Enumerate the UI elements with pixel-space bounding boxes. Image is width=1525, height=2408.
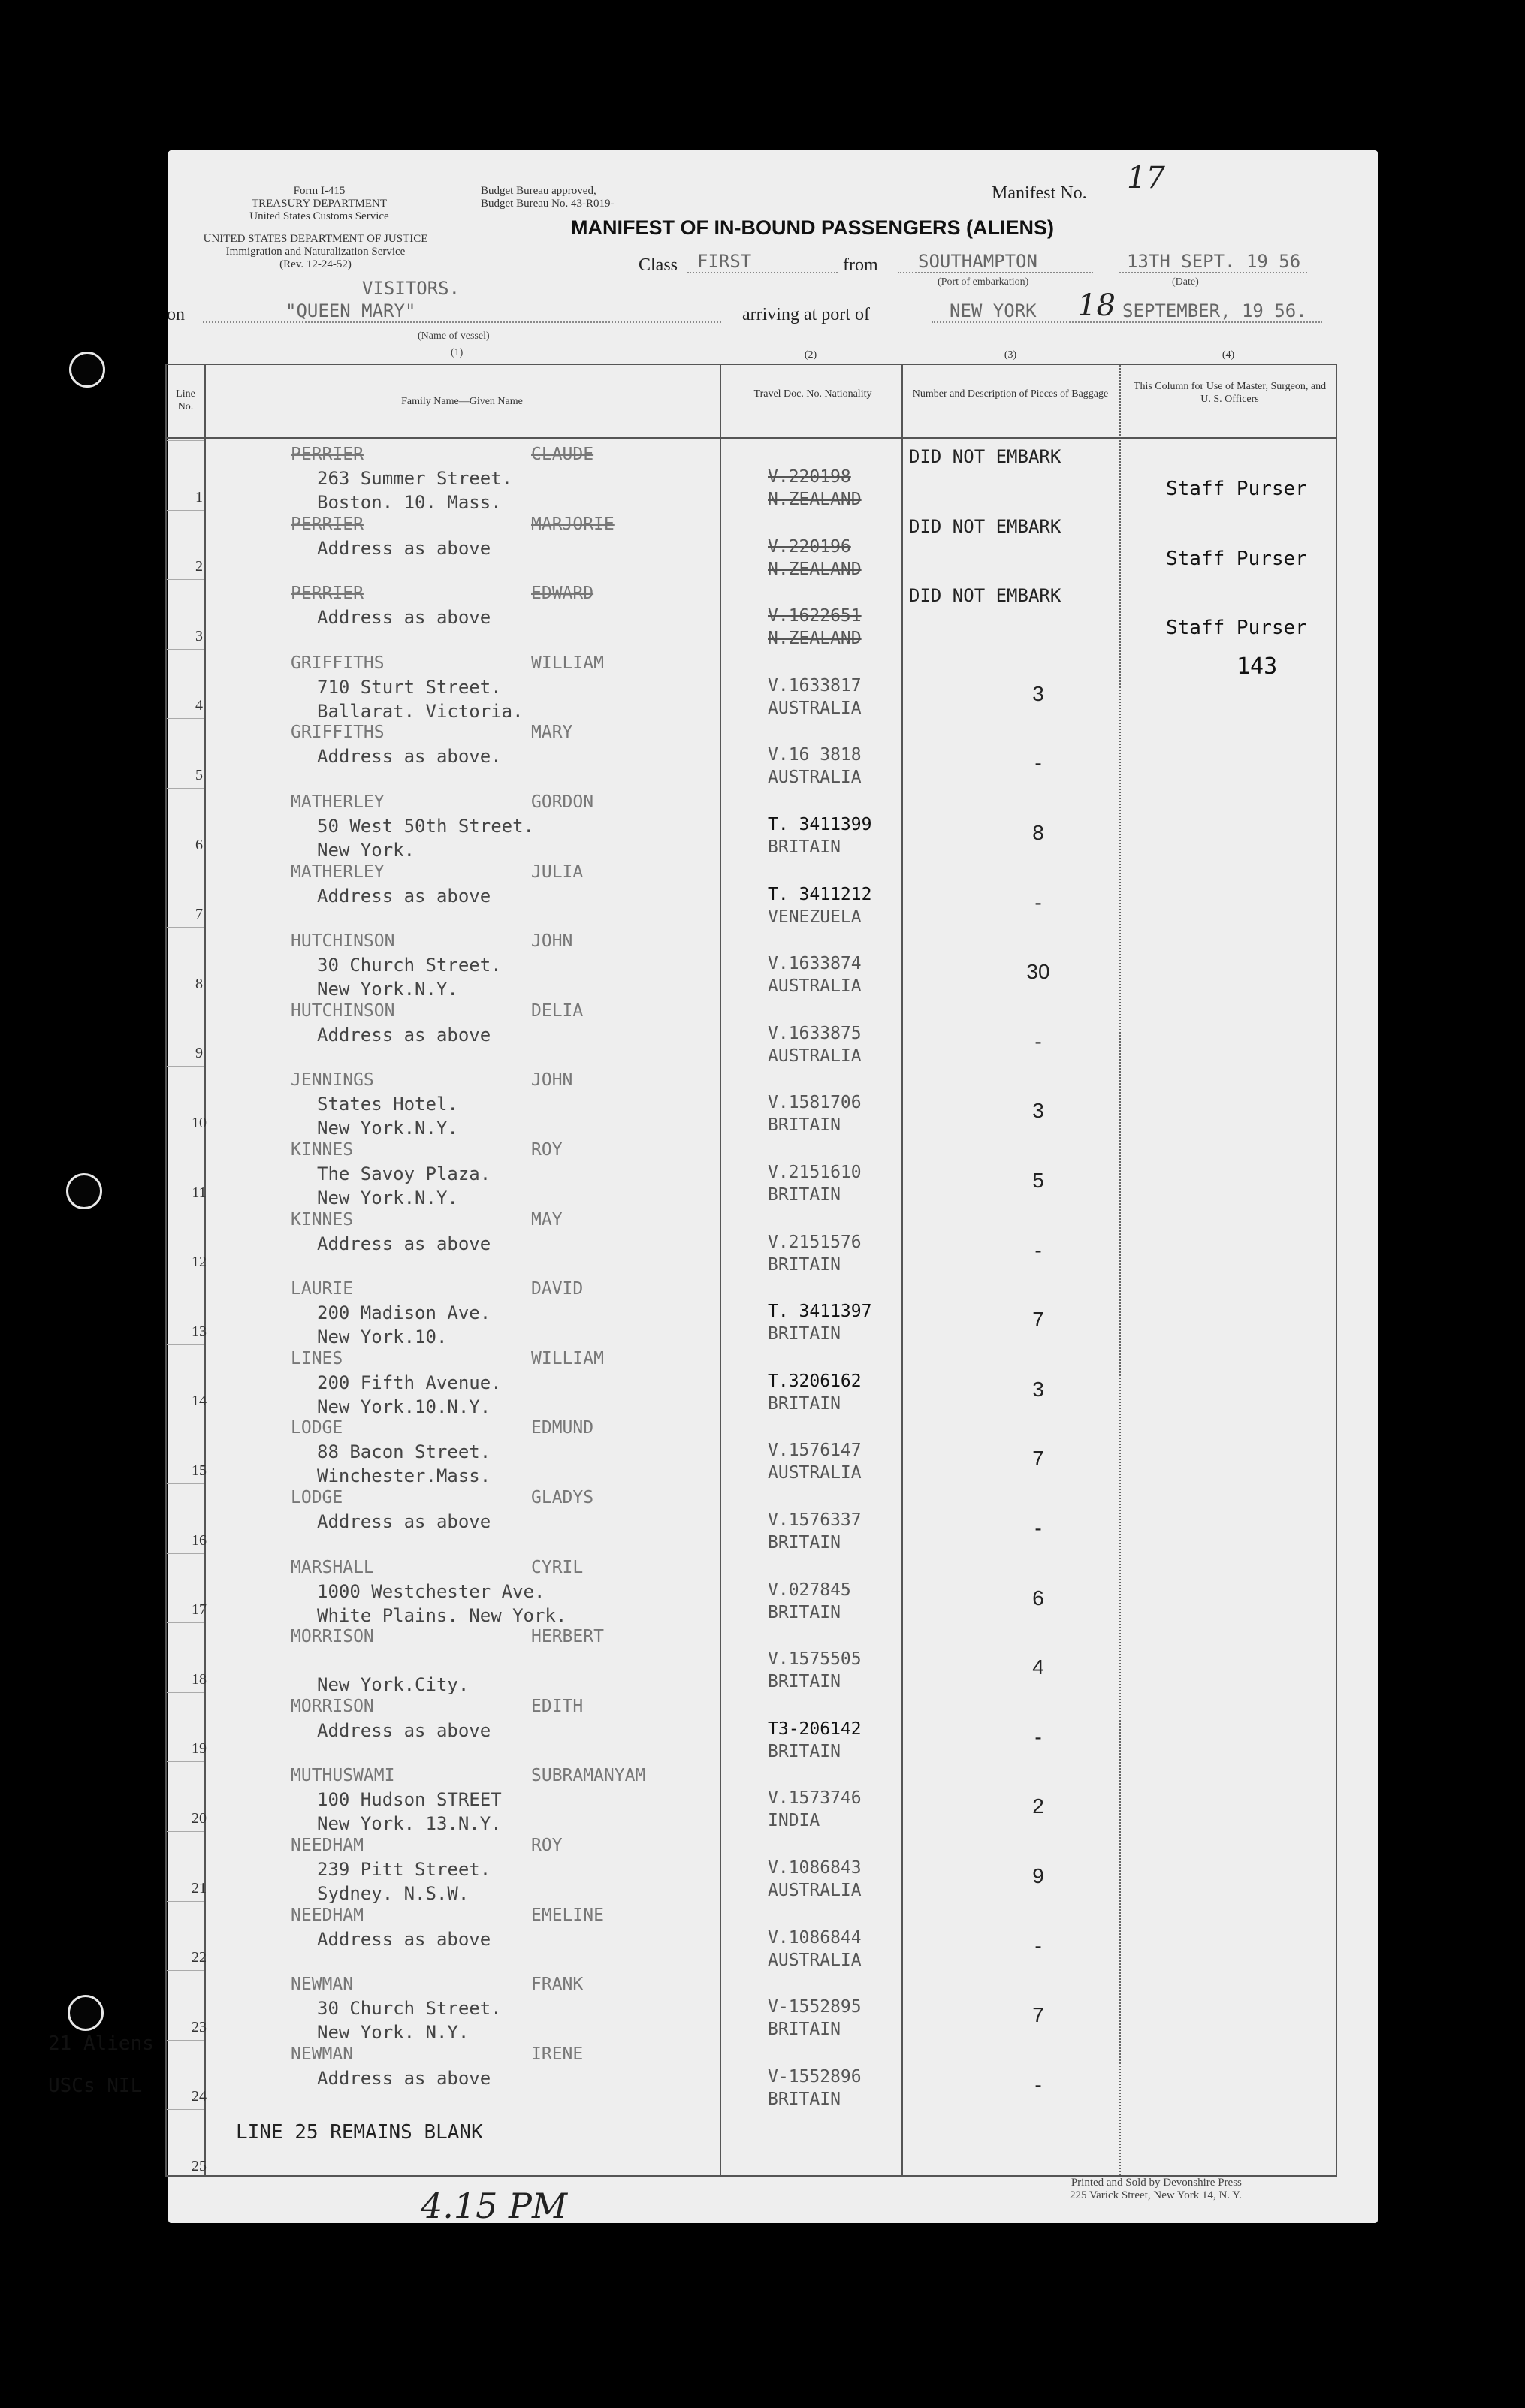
- passenger-address: States Hotel.: [317, 1094, 458, 1115]
- table-row: [167, 1761, 1336, 1835]
- header-officers: This Column for Use of Master, Surgeon, and U. S. Officers: [1133, 381, 1327, 405]
- nationality: BRITAIN: [768, 1185, 841, 1205]
- passenger-address: New York.City.: [317, 1674, 470, 1696]
- passenger-family-name: NEWMAN: [291, 2044, 354, 2064]
- travel-doc-number: V.1086843: [768, 1858, 862, 1878]
- officer-note: Staff Purser: [1166, 547, 1307, 570]
- passenger-address: 100 Hudson STREET: [317, 1789, 502, 1811]
- nationality: BRITAIN: [768, 1602, 841, 1622]
- nationality: BRITAIN: [768, 1393, 841, 1414]
- passenger-given-name: IRENE: [531, 2044, 584, 2064]
- baggage-count: -: [1034, 2072, 1042, 2096]
- nationality: VENEZUELA: [768, 907, 862, 927]
- passenger-given-name: MARY: [531, 723, 573, 743]
- nationality: N.ZEALAND: [768, 490, 862, 509]
- passenger-given-name: CLAUDE: [531, 445, 594, 464]
- passenger-family-name: LINES: [291, 1348, 343, 1368]
- row-rule: [167, 1066, 204, 1067]
- line-number: 24: [192, 2088, 207, 2105]
- passenger-address: Address as above: [317, 885, 491, 907]
- passenger-address: New York.: [317, 840, 415, 861]
- department-title: UNITED STATES DEPARTMENT OF JUSTICE: [203, 233, 428, 245]
- line-number: 15: [192, 1462, 207, 1479]
- table-row: [167, 1970, 1336, 2044]
- nationality: AUSTRALIA: [768, 698, 862, 718]
- baggage-count: 3: [1032, 681, 1044, 705]
- passenger-address: 30 Church Street.: [317, 955, 502, 976]
- line-number: 18: [192, 1670, 207, 1688]
- row-rule: [167, 1831, 204, 1832]
- travel-doc-number: T.3206162: [768, 1371, 862, 1391]
- passenger-address: Winchester.Mass.: [317, 1465, 491, 1487]
- header-line-no: Line No.: [176, 388, 195, 412]
- nationality: AUSTRALIA: [768, 1046, 862, 1066]
- revision-date: (Rev. 12-24-52): [279, 258, 352, 270]
- travel-doc-number: T. 3411399: [768, 815, 872, 834]
- passenger-address: Sydney. N.S.W.: [317, 1883, 470, 1904]
- nationality: N.ZEALAND: [768, 559, 862, 579]
- passenger-given-name: JULIA: [531, 862, 584, 882]
- row-rule: [167, 1344, 204, 1345]
- travel-doc-number: V.1086844: [768, 1927, 862, 1948]
- from-dotline: [898, 272, 1093, 273]
- passenger-family-name: LODGE: [291, 1488, 343, 1507]
- class-dotline: [687, 272, 838, 273]
- passenger-address: Address as above: [317, 1233, 491, 1254]
- nationality: AUSTRALIA: [768, 1881, 862, 1900]
- row-rule: [167, 927, 204, 928]
- passenger-family-name: KINNES: [291, 1140, 354, 1160]
- header-name: Family Name—Given Name: [401, 396, 523, 407]
- baggage-count: -: [1034, 1725, 1042, 1749]
- passenger-given-name: WILLIAM: [531, 653, 604, 673]
- uscs-count: USCs NIL: [48, 2075, 143, 2097]
- passenger-family-name: LAURIE: [291, 1279, 354, 1299]
- embarkation-date: 13TH SEPT. 19 56: [1127, 251, 1301, 272]
- line-number: 12: [192, 1254, 207, 1271]
- passenger-address: New York.N.Y.: [317, 1187, 458, 1209]
- row-rule: [167, 2109, 204, 2110]
- arrival-dotline: [932, 321, 1322, 323]
- travel-doc-number: V.2151610: [768, 1163, 862, 1182]
- form-number: Form I-415: [293, 185, 346, 197]
- passenger-family-name: LODGE: [291, 1418, 343, 1438]
- table-row: [167, 1136, 1336, 1209]
- line-25-note: LINE 25 REMAINS BLANK: [236, 2121, 483, 2144]
- passenger-family-name: JENNINGS: [291, 1070, 374, 1091]
- baggage-count: 9: [1032, 1864, 1044, 1887]
- passenger-address: Address as above: [317, 1719, 491, 1741]
- baggage-count: 7: [1032, 2003, 1044, 2027]
- printer-name: Printed and Sold by Devonshire Press: [1071, 2177, 1242, 2189]
- passenger-given-name: JOHN: [531, 1070, 573, 1091]
- passenger-address: Address as above.: [317, 746, 502, 768]
- table-row: [167, 1692, 1336, 1762]
- passenger-address: 200 Madison Ave.: [317, 1302, 491, 1324]
- line-number: 19: [192, 1740, 207, 1758]
- table-row: [167, 1831, 1336, 1904]
- passenger-address: New York. N.Y.: [317, 2022, 470, 2044]
- nationality: BRITAIN: [768, 1533, 841, 1553]
- passenger-address: Address as above: [317, 1928, 491, 1950]
- nationality: N.ZEALAND: [768, 629, 862, 649]
- travel-doc-number: V-1552895: [768, 1997, 862, 2017]
- passenger-table: [165, 349, 1337, 2177]
- table-row: [167, 1622, 1336, 1696]
- baggage-count: 4: [1032, 1655, 1044, 1679]
- line-number: 25: [192, 2157, 207, 2174]
- passenger-family-name: HUTCHINSON: [291, 1000, 395, 1021]
- line-number: 1: [195, 488, 203, 505]
- baggage-count: 3: [1032, 1377, 1044, 1401]
- nationality: BRITAIN: [768, 837, 841, 857]
- passenger-given-name: DELIA: [531, 1000, 584, 1021]
- passenger-given-name: CYRIL: [531, 1557, 584, 1577]
- baggage-count: 2: [1032, 1794, 1044, 1818]
- passenger-given-name: EDMUND: [531, 1418, 594, 1438]
- line-number: 21: [192, 1879, 207, 1897]
- row-rule: [167, 510, 204, 511]
- table-row: [167, 1206, 1336, 1275]
- row-rule: [167, 1483, 204, 1484]
- baggage-count: 5: [1032, 1169, 1044, 1192]
- row-rule: [167, 440, 204, 441]
- class-value: FIRST: [697, 251, 752, 272]
- row-rule: [167, 649, 204, 650]
- passenger-given-name: GLADYS: [531, 1488, 594, 1507]
- travel-doc-number: T. 3411397: [768, 1302, 872, 1322]
- vessel-name: "QUEEN MARY": [285, 300, 416, 321]
- arriving-label: arriving at port of: [742, 305, 870, 324]
- table-row: [167, 788, 1336, 861]
- travel-doc-number: V.1633874: [768, 954, 862, 974]
- treasury-dept: TREASURY DEPARTMENT: [251, 198, 388, 210]
- passenger-given-name: GORDON: [531, 792, 594, 812]
- ins-title: Immigration and Naturalization Service: [225, 246, 406, 258]
- passenger-address: New York. 13.N.Y.: [317, 1813, 502, 1835]
- row-rule: [167, 1692, 204, 1693]
- line-number: 8: [195, 975, 203, 992]
- line-number: 20: [192, 1809, 207, 1827]
- customs-service: United States Customs Service: [249, 210, 389, 222]
- table-row: [167, 649, 1336, 722]
- passenger-family-name: PERRIER: [291, 445, 364, 464]
- punch-hole: [66, 1173, 102, 1209]
- travel-doc-number: V.1575505: [768, 1649, 862, 1670]
- baggage-count: 7: [1032, 1308, 1044, 1332]
- passenger-family-name: NEWMAN: [291, 1975, 354, 1995]
- row-rule: [167, 1622, 204, 1623]
- table-row: [167, 1066, 1336, 1139]
- table-row: [167, 510, 1336, 580]
- baggage-count: 3: [1032, 1099, 1044, 1123]
- baggage-count: 30: [1026, 960, 1050, 984]
- staff-count: 143: [1237, 653, 1278, 680]
- passenger-given-name: JOHN: [531, 931, 573, 952]
- passenger-address: New York.10.N.Y.: [317, 1396, 491, 1417]
- passenger-given-name: MAY: [531, 1209, 563, 1230]
- nationality: AUSTRALIA: [768, 1950, 862, 1970]
- table-row: [167, 858, 1336, 928]
- passenger-address: Address as above: [317, 1511, 491, 1532]
- passenger-family-name: MUTHUSWAMI: [291, 1766, 395, 1786]
- line-number: 10: [192, 1114, 207, 1131]
- passenger-given-name: EMELINE: [531, 1905, 604, 1925]
- passenger-address: Address as above: [317, 607, 491, 629]
- vessel-caption: (Name of vessel): [418, 330, 490, 342]
- approval-line: Budget Bureau approved,: [481, 185, 596, 197]
- header-doc: Travel Doc. No. Nationality: [753, 388, 872, 400]
- passenger-family-name: MARSHALL: [291, 1557, 374, 1577]
- group-label: VISITORS.: [362, 278, 461, 299]
- passenger-address: New York.N.Y.: [317, 1118, 458, 1139]
- baggage-count: 7: [1032, 1447, 1044, 1471]
- punch-hole: [68, 1995, 104, 2031]
- passenger-address: 200 Fifth Avenue.: [317, 1371, 502, 1393]
- travel-doc-number: V.1581706: [768, 1093, 862, 1113]
- passenger-family-name: MORRISON: [291, 1696, 374, 1716]
- passenger-address: 50 West 50th Street.: [317, 816, 534, 837]
- department-block: [158, 233, 473, 271]
- on-label: on: [167, 305, 185, 324]
- passenger-given-name: HERBERT: [531, 1627, 604, 1647]
- baggage-count: -: [1034, 1516, 1042, 1540]
- manifest-title: MANIFEST OF IN-BOUND PASSENGERS (ALIENS): [571, 216, 1055, 239]
- passenger-given-name: MARJORIE: [531, 514, 615, 534]
- line-number: 3: [195, 627, 203, 644]
- passenger-address: New York.N.Y.: [317, 979, 458, 1000]
- travel-doc-number: T. 3411212: [768, 884, 872, 904]
- passenger-family-name: MATHERLEY: [291, 862, 385, 882]
- passenger-given-name: WILLIAM: [531, 1348, 604, 1368]
- passenger-given-name: ROY: [531, 1140, 563, 1160]
- nationality: BRITAIN: [768, 1115, 841, 1136]
- baggage-count: -: [1034, 1238, 1042, 1262]
- row-rule: [167, 788, 204, 789]
- row-rule: [167, 1553, 204, 1554]
- baggage-count: -: [1034, 890, 1042, 914]
- embarkation-port: SOUTHAMPTON: [918, 251, 1037, 272]
- passenger-address: Address as above: [317, 2067, 491, 2089]
- did-not-embark-note: DID NOT EMBARK: [909, 515, 1061, 537]
- arrival-date: SEPTEMBER, 19 56.: [1122, 300, 1307, 321]
- travel-doc-number: V.1633817: [768, 675, 862, 696]
- header-baggage-num: (3): [1004, 349, 1017, 361]
- manifest-no-label: Manifest No.: [992, 183, 1087, 203]
- budget-bureau-no: Budget Bureau No. 43-R019-: [481, 198, 615, 210]
- passenger-given-name: SUBRAMANYAM: [531, 1766, 646, 1786]
- row-rule: [167, 1970, 204, 1971]
- vessel-dotline: [203, 321, 721, 323]
- header-officers-num: (4): [1222, 349, 1235, 361]
- handwritten-time: 4.15 PM: [421, 2186, 568, 2226]
- line-number: 9: [195, 1045, 203, 1062]
- line-number: 23: [192, 2018, 207, 2035]
- nationality: AUSTRALIA: [768, 768, 862, 788]
- passenger-given-name: EDITH: [531, 1696, 584, 1716]
- travel-doc-number: V.220196: [768, 536, 851, 557]
- nationality: AUSTRALIA: [768, 976, 862, 997]
- nationality: BRITAIN: [768, 2089, 841, 2109]
- passenger-given-name: DAVID: [531, 1279, 584, 1299]
- did-not-embark-note: DID NOT EMBARK: [909, 585, 1061, 607]
- baggage-count: 6: [1032, 1586, 1044, 1610]
- passenger-family-name: KINNES: [291, 1209, 354, 1230]
- officer-note: Staff Purser: [1166, 617, 1307, 640]
- passenger-address: 710 Sturt Street.: [317, 676, 502, 698]
- table-row: [167, 2109, 1336, 2179]
- aliens-count: 21 Aliens: [48, 2032, 154, 2055]
- travel-doc-number: V.220198: [768, 467, 851, 487]
- table-row: [167, 927, 1336, 1000]
- passenger-family-name: GRIFFITHS: [291, 723, 385, 743]
- line-number: 22: [192, 1949, 207, 1966]
- passenger-address: 30 Church Street.: [317, 1998, 502, 2020]
- passenger-family-name: PERRIER: [291, 584, 364, 604]
- table-row: [167, 1483, 1336, 1553]
- travel-doc-number: V.1573746: [768, 1788, 862, 1809]
- column-1-number: (1): [451, 347, 464, 358]
- travel-doc-number: T3-206142: [768, 1718, 862, 1739]
- passenger-given-name: EDWARD: [531, 584, 594, 604]
- line-number: 4: [195, 697, 203, 714]
- line-number: 5: [195, 766, 203, 783]
- travel-doc-number: V.1622651: [768, 606, 862, 626]
- table-row: [167, 2040, 1336, 2110]
- passenger-given-name: FRANK: [531, 1975, 584, 1995]
- arrival-port: NEW YORK: [950, 300, 1037, 321]
- row-rule: [167, 718, 204, 719]
- approval-block: [481, 185, 661, 210]
- travel-doc-number: V.027845: [768, 1580, 851, 1600]
- header-rule: [167, 437, 1336, 439]
- row-rule: [167, 1901, 204, 1902]
- travel-doc-number: V.1633875: [768, 1023, 862, 1043]
- printer-footer: [1070, 2177, 1242, 2202]
- row-rule: [167, 2040, 204, 2041]
- travel-doc-number: V.16 3818: [768, 745, 862, 765]
- passenger-address: Address as above: [317, 537, 491, 559]
- manifest-number: 17: [1127, 161, 1165, 195]
- table-row: [167, 1901, 1336, 1971]
- passenger-family-name: PERRIER: [291, 514, 364, 534]
- printer-address: 225 Varick Street, New York 14, N. Y.: [1070, 2189, 1242, 2201]
- port-caption: (Port of embarkation): [938, 276, 1029, 288]
- passenger-family-name: MATHERLEY: [291, 792, 385, 812]
- baggage-count: -: [1034, 751, 1042, 775]
- row-rule: [167, 579, 204, 580]
- travel-doc-number: V.1576147: [768, 1441, 862, 1461]
- nationality: BRITAIN: [768, 1324, 841, 1344]
- travel-doc-number: V-1552896: [768, 2066, 862, 2087]
- passenger-family-name: MORRISON: [291, 1627, 374, 1647]
- line-number: 2: [195, 558, 203, 575]
- passenger-address: 88 Bacon Street.: [317, 1441, 491, 1463]
- passenger-address: Ballarat. Victoria.: [317, 700, 524, 722]
- table-row: [167, 1414, 1336, 1487]
- passenger-address: 239 Pitt Street.: [317, 1859, 491, 1880]
- header-baggage: Number and Description of Pieces of Baggage: [912, 388, 1109, 400]
- nationality: BRITAIN: [768, 2020, 841, 2040]
- line-number: 17: [192, 1601, 207, 1619]
- table-row: [167, 997, 1336, 1067]
- passenger-address: 263 Summer Street.: [317, 468, 513, 489]
- travel-doc-number: V.1576337: [768, 1510, 862, 1530]
- line-number: 14: [192, 1393, 207, 1410]
- form-number-block: [218, 185, 421, 223]
- passenger-family-name: NEEDHAM: [291, 1905, 364, 1925]
- table-row: [167, 718, 1336, 788]
- baggage-count: 8: [1032, 821, 1044, 844]
- passenger-address: Address as above: [317, 1024, 491, 1046]
- date-dotline: [1119, 272, 1307, 273]
- table-row: [167, 1275, 1336, 1348]
- from-label: from: [843, 255, 878, 275]
- table-row: [167, 1553, 1336, 1626]
- arrival-day: 18: [1077, 288, 1116, 323]
- header-doc-num: (2): [804, 349, 817, 361]
- punch-hole: [69, 352, 105, 388]
- travel-doc-number: V.2151576: [768, 1232, 862, 1252]
- did-not-embark-note: DID NOT EMBARK: [909, 446, 1061, 467]
- baggage-count: -: [1034, 1933, 1042, 1957]
- officer-note: Staff Purser: [1166, 478, 1307, 500]
- table-row: [167, 1344, 1336, 1417]
- baggage-count: -: [1034, 1029, 1042, 1053]
- passenger-family-name: NEEDHAM: [291, 1836, 364, 1855]
- nationality: INDIA: [768, 1811, 820, 1831]
- passenger-given-name: ROY: [531, 1836, 563, 1855]
- passenger-address: White Plains. New York.: [317, 1604, 567, 1626]
- date-caption: (Date): [1172, 276, 1199, 288]
- nationality: BRITAIN: [768, 1254, 841, 1275]
- passenger-family-name: GRIFFITHS: [291, 653, 385, 673]
- passenger-address: Boston. 10. Mass.: [317, 492, 502, 513]
- line-number: 7: [195, 906, 203, 923]
- nationality: BRITAIN: [768, 1741, 841, 1761]
- line-number: 13: [192, 1323, 207, 1340]
- passenger-family-name: HUTCHINSON: [291, 931, 395, 952]
- table-row: [167, 579, 1336, 649]
- class-label: Class: [639, 255, 678, 275]
- line-number: 6: [195, 836, 203, 853]
- nationality: BRITAIN: [768, 1672, 841, 1692]
- passenger-address: The Savoy Plaza.: [317, 1163, 491, 1184]
- table-row: [167, 440, 1336, 513]
- passenger-address: 1000 Westchester Ave.: [317, 1580, 545, 1602]
- line-number: 16: [192, 1531, 207, 1549]
- nationality: AUSTRALIA: [768, 1463, 862, 1483]
- row-rule: [167, 1761, 204, 1762]
- line-number: 11: [192, 1184, 207, 1201]
- passenger-address: New York.10.: [317, 1326, 448, 1348]
